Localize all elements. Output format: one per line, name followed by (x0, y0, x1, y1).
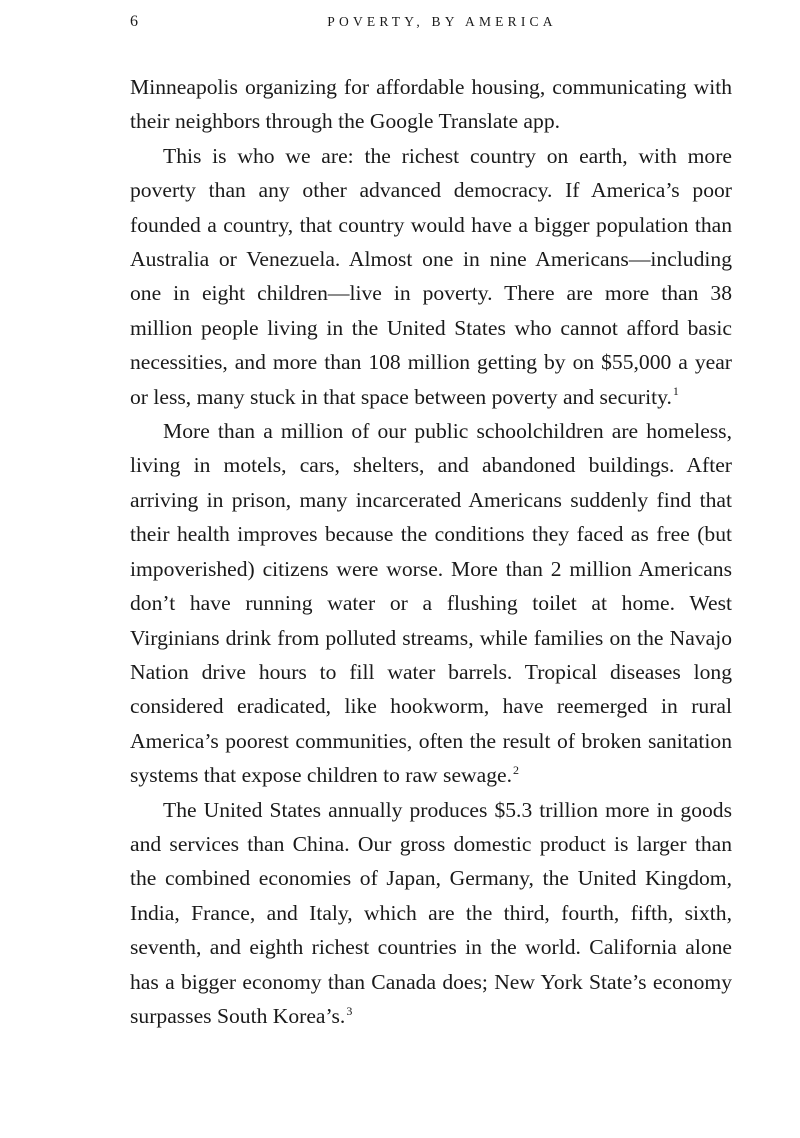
paragraph (130, 139, 732, 414)
footnote-marker[interactable]: 2 (512, 762, 519, 777)
paragraph-text: Minneapolis organizing for affordable housing, communicating with their neighbors through the Google Translate app. (130, 75, 732, 134)
footnote-marker[interactable]: 1 (672, 384, 679, 399)
page-header (130, 0, 732, 48)
page-number: 6 (130, 13, 139, 30)
paragraph-text: This is who we are: the richest country on earth, with more poverty than any other advanced democracy. If America’s poor founded a country, that country would have a bigger population than Australia or Venezuela. Almost one in nine Americans—including one in eight children—live in poverty. There are more than 38 million people living in the United States who cannot afford basic necessities, and more than 108 million getting by on $55,000 a year or less, many stuck in that space between poverty and security. (130, 143, 732, 409)
book-page (130, 0, 732, 1033)
footnote-marker[interactable]: 3 (346, 1003, 353, 1018)
paragraph (130, 414, 732, 792)
running-head: POVERTY, BY AMERICA (327, 14, 557, 29)
body-text (130, 70, 732, 1033)
paragraph (130, 793, 732, 1034)
paragraph-text: The United States annually produces $5.3 trillion more in goods and services than China. Our gross domestic product is larger than the combined economies of Japan, Germany, the United Kingdom, India, France, and Italy, which are the third, fourth, fifth, sixth, seventh, and eighth richest countries in the world. California alone has a bigger economy than Canada does; New York State’s economy surpasses South Korea’s. (130, 797, 732, 1028)
paragraph-text: More than a million of our public schoolchildren are homeless, living in motels, cars, shelters, and abandoned buildings. After arriving in prison, many incarcerated Americans suddenly find that their health improves because the conditions they faced as free (but impoverished) citizens were worse. More than 2 million Americans don’t have running water or a flushing toilet at home. West Virginians drink from polluted streams, while families on the Navajo Nation drive hours to fill water barrels. Tropical diseases long considered eradicated, like hookworm, have reemerged in rural America’s poorest communities, often the result of broken sanitation systems that expose children to raw sewage. (130, 419, 732, 788)
paragraph-continued (130, 70, 732, 139)
